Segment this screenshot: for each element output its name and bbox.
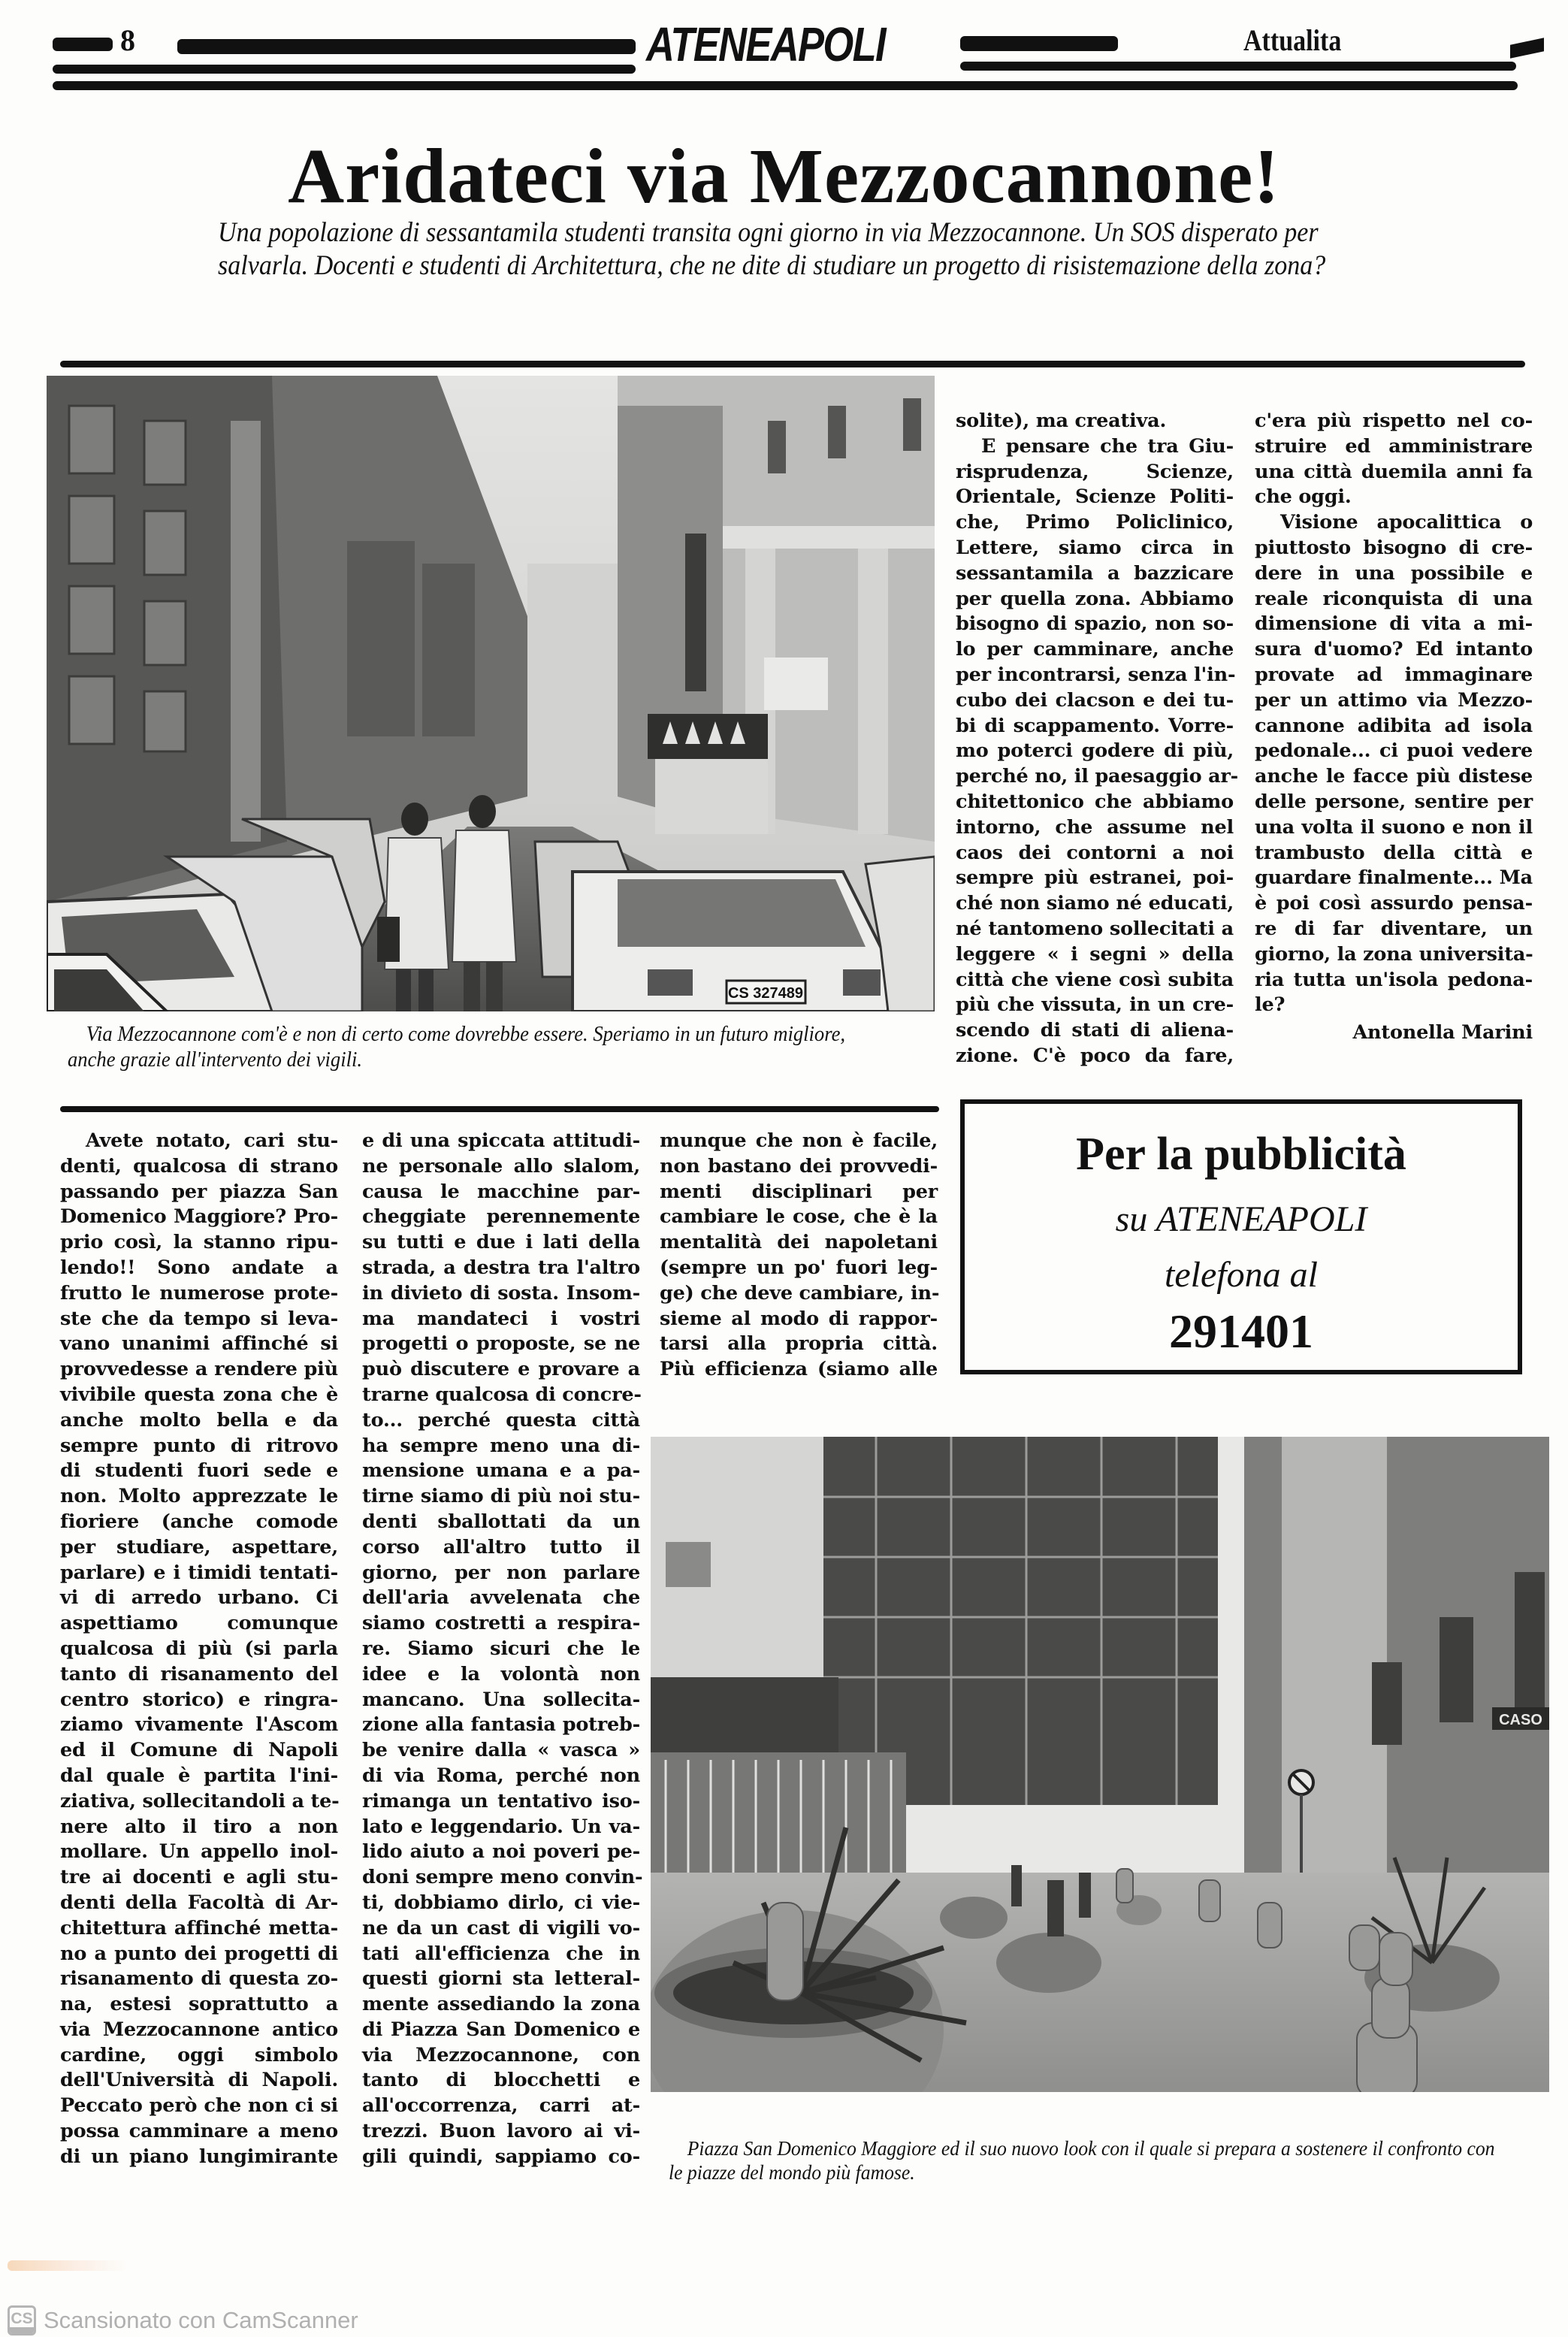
text-line: mente assediando la zona [362,1993,640,2016]
masthead-rule-bottom [53,81,1518,90]
text-line: ste che da tempo si leva- [60,1307,338,1330]
text-line: mancano. Una sollecita- [362,1688,640,1711]
text-line: cambiare le cose, che è la [660,1205,938,1229]
text-line: munque che non è facile, [660,1129,938,1152]
author-byline [1255,1020,1533,1046]
text-line: risanamento di questa zo- [60,1967,338,1991]
standfirst: Una popolazione di sessantamila studenti transita ogni giorno in via Mezzocannone. Un SOS disperato per salvarla. Docenti e studenti di Architettura, che ne dite di studiare un progetto di risistemazione della zona? [218,217,1326,281]
text-line: non. Molto apprezzate le [60,1485,338,1508]
camscanner-watermark: Scansionato con CamScanner [44,2307,358,2333]
text-line: siamo costretti a respira- [362,1612,640,1635]
text-line: centro storico) e ringra- [60,1688,338,1711]
text-line: giorno, la zona universita- [1255,942,1533,966]
text-line: su tutti e due i lati della [362,1231,640,1254]
text-line: passando per piazza San [60,1180,338,1203]
text-line: parlare) e i timidi tentati- [60,1561,338,1584]
text-line: giorno, per non parlare [362,1561,640,1584]
text-line: frutto le numerose prote- [60,1281,338,1305]
text-line: ge) che deve cambiare, in- [660,1281,940,1305]
text-line: scendo di stati di aliena- [956,1019,1234,1042]
text-line: na, estesi soprattutto a [60,1993,338,2016]
text-line: guardare finalmente... Ma [1255,866,1533,890]
text-line: reale riconquista di una [1255,587,1533,610]
text-line: solite), ma creativa. [956,410,1167,432]
text-line: mo poterci godere di più, [956,739,1234,763]
camscanner-badge-icon: CS [8,2305,36,2335]
masthead-rule-left-mid [53,65,636,74]
text-line: re. Siamo sicuri che le [362,1637,640,1660]
text-line: progetti o proposte, se ne [362,1332,640,1356]
text-line: rimanga un tentativo iso- [362,1789,640,1812]
text-line: può discutere e provare a [362,1358,640,1381]
text-line: vano unanimi affinché si [60,1332,338,1356]
text-line: perché no, il paesaggio ar- [956,765,1239,788]
text-line: cardine, oggi simbolo [60,2043,338,2066]
text-line: questi giorni sta letteral- [362,1967,640,1991]
text-line: Avete notato, cari stu- [86,1129,338,1152]
text-line: per incontrarsi, senza l'in- [956,663,1236,686]
text-line: denti sballottati da un [362,1510,640,1533]
text-line: denti della Facoltà di Ar- [60,1891,338,1914]
text-line: mollare. Un appello inol- [60,1840,338,1864]
text-line: dere in una possibile e [1255,561,1533,585]
text-line: lendo!! Sono andate a [60,1256,338,1279]
text-line: fioriere (anche comode [60,1510,338,1533]
text-line: più che vissuta, in un cre- [956,993,1234,1017]
text-line: possa camminare a meno [60,2120,338,2143]
text-line: denti, qualcosa di strano [60,1154,338,1178]
text-line: intorno, che assume nel [956,815,1234,839]
text-line: lido aiuto a noi poveri pe- [362,1840,640,1864]
text-line: zione. C'è poco da fare, [956,1044,1234,1067]
text-line: no a punto dei progetti di [60,1942,338,1965]
text-line: vivibile questa zona che è [60,1383,338,1406]
text-line: e di una spiccata attitudi- [362,1129,640,1152]
text-line: lato e leggendario. Un va- [362,1815,640,1838]
text-line: una volta il suono e non il [1255,815,1533,839]
text-line: chitettura affinché metta- [60,1916,338,1939]
text-line: ha sempre meno una di- [362,1434,640,1457]
text-line: delle persone, sentire per [1255,790,1533,813]
text-line: cannone adibita ad isola [1255,714,1533,737]
photo-via-mezzocannone [47,376,935,1011]
article-column-3-top [956,409,1239,1069]
text-line: aspettiamo comunque [60,1612,338,1635]
text-line: via Mezzocannone, con [362,2043,640,2066]
ad-title: Per la pubblicità [1076,1129,1406,1180]
shop-sign: CASO [1499,1712,1542,1728]
text-line: provvedesse a rendere più [60,1358,338,1381]
text-line: bisogno di spazio, non so- [956,612,1234,636]
text-line: mensione umana e a pa- [362,1459,640,1483]
text-line: per studiare, aspettare, [60,1535,338,1559]
text-line: per quella zona. Abbiamo [956,587,1234,610]
text-line: Peccato però che non ci si [60,2094,338,2118]
text-line: ne da un cast di vigili vo- [362,1916,640,1939]
text-line: menti disciplinari per [660,1180,938,1203]
text-line: corso all'altro tutto il [362,1535,640,1559]
advertisement-box [960,1099,1522,1374]
masthead-rule-left-long [177,39,636,54]
text-line: ché non siamo né educati, [956,892,1234,915]
text-line: trambusto della città e [1255,841,1533,864]
text-line: prio così, la stanno ripu- [60,1231,338,1254]
text-line: Più efficienza (siamo alle [660,1358,938,1381]
headline-divider [60,361,1525,367]
text-line: tanto di blocchetti e [362,2069,640,2092]
text-line: ziamo vivamente l'Ascom [60,1713,338,1737]
text-line: ria tutta un'isola pedona- [1255,968,1533,991]
text-line: risprudenza, Scienze, [956,460,1234,483]
text-line: per un attimo via Mezzo- [1255,688,1533,712]
article-column-4 [1255,409,1533,1018]
text-line: ziativa, sollecitandoli a te- [60,1789,340,1812]
text-line: strada, a destra tra l'altro [362,1256,640,1279]
text-line: trarne qualcosa di concre- [362,1383,642,1406]
author-name: Antonella Marini [1352,1021,1533,1044]
article-column-3-bottom [660,1129,938,1383]
ad-call-line: telefona al [1165,1255,1318,1295]
text-line: Orientale, Scienze Politi- [956,485,1234,509]
text-line: sura d'uomo? Ed intanto [1255,638,1533,661]
text-line: idee e la volontà non [362,1662,640,1685]
text-line: sessantamila a bazzicare [956,561,1234,585]
text-line: vi di arredo urbano. Ci [60,1586,338,1610]
text-line: sempre più estranei, poi- [956,866,1234,890]
ad-publication-line: su ATENEAPOLI [1115,1199,1367,1239]
text-line: be venire dalla « vasca » [362,1739,640,1762]
text-line: zione alla fantasia potreb- [362,1713,640,1737]
text-line: doni sempre meno convin- [362,1866,643,1889]
text-line: cubo dei clacson e dei tu- [956,688,1234,712]
text-line: all'occorrenza, carri at- [362,2094,640,2118]
text-line: (sempre un po' fuori leg- [660,1256,938,1279]
photo-via-mezzocannone-caption: Via Mezzocannone com'è e non di certo come dovrebbe essere. Speriamo in un futuro migliore, anche grazie all'intervento dei vigili. [68,1023,846,1072]
section-label: Attualita [1243,23,1342,57]
photo-piazza-san-domenico-caption: Piazza San Domenico Maggiore ed il suo nuovo look con il quale si prepara a sostenere il confronto con le piazze del mondo più famose. [669,2137,1495,2184]
text-line: né tantomeno sollecitati a [956,917,1234,940]
text-line: anche le facce più distese [1255,765,1533,788]
masthead-rule-right-short [960,36,1118,51]
article-column-2 [362,1129,643,2170]
text-line: che, Primo Policlinico, [956,511,1234,534]
text-line: città che viene così subita [956,968,1234,991]
text-line: via Mezzocannone antico [60,2018,338,2041]
section-divider [60,1106,939,1112]
text-line: leggere « i segni » della [956,942,1234,966]
text-line: è poi così assurdo pensa- [1255,892,1533,915]
text-line: tati all'efficienza che in [362,1942,640,1965]
text-line: ed il Comune di Napoli [60,1739,338,1762]
masthead-rule-left-top [53,38,113,51]
text-line: Visione apocalittica o [1280,511,1533,534]
text-line: di via Roma, perché non [362,1764,640,1787]
text-line: sieme al modo di rappor- [660,1307,938,1330]
text-line: tarsi alla propria città. [660,1332,938,1356]
text-line: Lettere, siamo circa in [956,536,1234,559]
text-line: to... perché questa città [362,1408,640,1432]
text-line: struire ed amministrare [1255,434,1533,458]
text-line: dell'Università di Napoli. [60,2069,338,2092]
text-line: tre ai docenti e agli stu- [60,1866,338,1889]
text-line: dal quale è partita l'ini- [60,1764,338,1787]
text-line: qualcosa di più (si parla [60,1637,338,1660]
text-line: le? [1255,993,1286,1017]
text-line: pedonale... ci puoi vedere [1255,739,1533,763]
text-line: gili quindi, sappiamo co- [362,2145,640,2168]
publication-logo: ATENEAPOLI [646,17,885,71]
text-line: sempre punto di ritrovo [60,1434,338,1457]
text-line: in divieto di sosta. Insom- [362,1281,640,1305]
text-line: nere alto il tiro a non [60,1815,338,1838]
text-line: ti, dobbiamo dirlo, ci vie- [362,1891,640,1914]
text-line: lo per camminare, anche [956,638,1234,661]
text-line: una città duemila anni fa [1255,460,1533,483]
text-line: ma mandateci i vostri [362,1307,640,1330]
scan-smudge [8,2260,128,2271]
text-line: tanto di risanamento del [60,1662,338,1685]
license-plate: CS 327489 [727,985,804,1002]
text-line: di un piano lungimirante [60,2145,338,2168]
text-line: provate ad immaginare [1255,663,1533,686]
text-line: dell'aria avvelenata che [362,1586,640,1610]
text-line: che oggi. [1255,485,1352,509]
text-line: mentalità dei napoletani [660,1231,938,1254]
article-column-1 [60,1129,338,2170]
text-line: tirne siamo di più noi stu- [362,1485,640,1508]
text-line: non bastano dei provvedi- [660,1154,938,1178]
ad-phone-number: 291401 [1169,1305,1313,1358]
text-line: dimensione di vita a mi- [1255,612,1533,636]
text-line: c'era più rispetto nel co- [1255,410,1533,432]
text-line: piuttosto bisogno di cre- [1255,536,1533,559]
text-line: E pensare che tra Giu- [981,434,1234,458]
text-line: Domenico Maggiore? Pro- [60,1205,338,1229]
headline: Aridateci via Mezzocannone! [288,133,1280,219]
masthead-rule-right-mid [960,62,1516,71]
text-line: anche molto bella e da [60,1408,338,1432]
text-line: cheggiate perennemente [362,1205,640,1229]
text-line: ne personale allo slalom, [362,1154,640,1178]
text-line: causa le macchine par- [362,1180,640,1203]
text-line: trezzi. Buon lavoro ai vi- [362,2120,640,2143]
photo-piazza-san-domenico [651,1437,1549,2092]
text-line: bi di scappamento. Vorre- [956,714,1234,737]
text-line: di studenti fuori sede e [60,1459,338,1483]
text-line: re di far diventare, un [1255,917,1533,940]
text-line: chitettonico che abbiamo [956,790,1234,813]
page-number: 8 [120,23,135,57]
corner-mark [1510,38,1544,59]
text-line: di Piazza San Domenico e [362,2018,640,2041]
text-line: caos dei contorni a noi [956,841,1234,864]
